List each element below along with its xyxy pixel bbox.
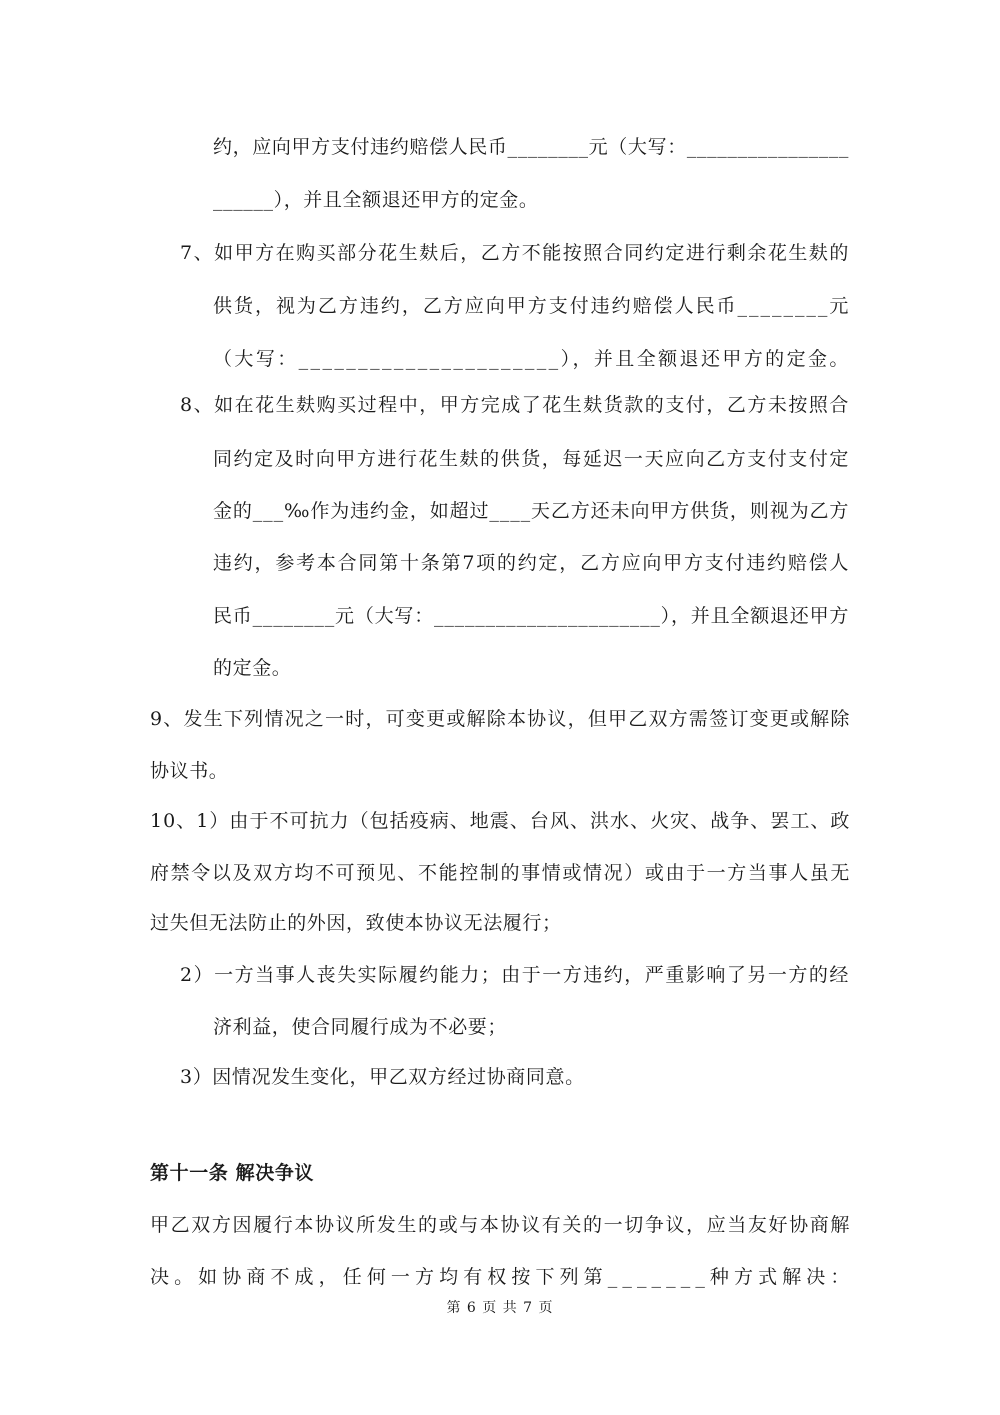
text-line: ______），并且全额退还甲方的定金。 [213,189,539,211]
text-line: 协议书。 [150,760,229,782]
text-line: 民币________元（大写：______________________），并且全额退还甲方 [213,605,850,627]
text-line: 违约，参考本合同第十条第7项的约定，乙方应向甲方支付违约赔偿人 [213,552,851,574]
clause-7-line: 7、如甲方在购买部分花生麸后，乙方不能按照合同约定进行剩余花生麸的 [180,242,850,264]
text-line: （大写：______________________），并且全额退还甲方的定金。 [213,348,851,370]
text-line: 的定金。 [213,657,292,679]
page-footer: 第 6 页 共 7 页 [446,1300,554,1316]
text-line: 约，应向甲方支付违约赔偿人民币________元（大写：________________ [213,136,850,158]
clause-10-line: 10、1）由于不可抗力（包括疫病、地震、台风、洪水、火灾、战争、罢工、政 [150,810,851,832]
text-line: 府禁令以及双方均不可预见、不能控制的事情或情况）或由于一方当事人虽无 [150,862,852,884]
text-line: 金的___‰作为违约金，如超过____天乙方还未向甲方供货，则视为乙方 [213,500,850,522]
text-line: 济利益，使合同履行成为不必要； [213,1016,508,1038]
clause-9-line: 9、发生下列情况之一时，可变更或解除本协议，但甲乙双方需签订变更或解除 [150,708,851,730]
clause-10-item-3-line: 3）因情况发生变化，甲乙双方经过协商同意。 [180,1066,585,1088]
text-line: 决。如协商不成，任何一方均有权按下列第_______种方式解决： [150,1266,855,1288]
text-line: 供货，视为乙方违约，乙方应向甲方支付违约赔偿人民币________元 [213,295,851,317]
text-line: 甲乙双方因履行本协议所发生的或与本协议有关的一切争议，应当友好协商解 [150,1214,852,1236]
text-line: 同约定及时向甲方进行花生麸的供货，每延迟一天应向乙方支付支付定 [213,448,850,470]
clause-10-item-2-line: 2）一方当事人丧失实际履约能力；由于一方违约，严重影响了另一方的经 [180,964,850,986]
section-heading: 第十一条 解决争议 [150,1162,315,1184]
clause-8-line: 8、如在花生麸购买过程中，甲方完成了花生麸货款的支付，乙方未按照合 [180,394,850,416]
text-line: 过失但无法防止的外因，致使本协议无法履行； [150,912,562,934]
